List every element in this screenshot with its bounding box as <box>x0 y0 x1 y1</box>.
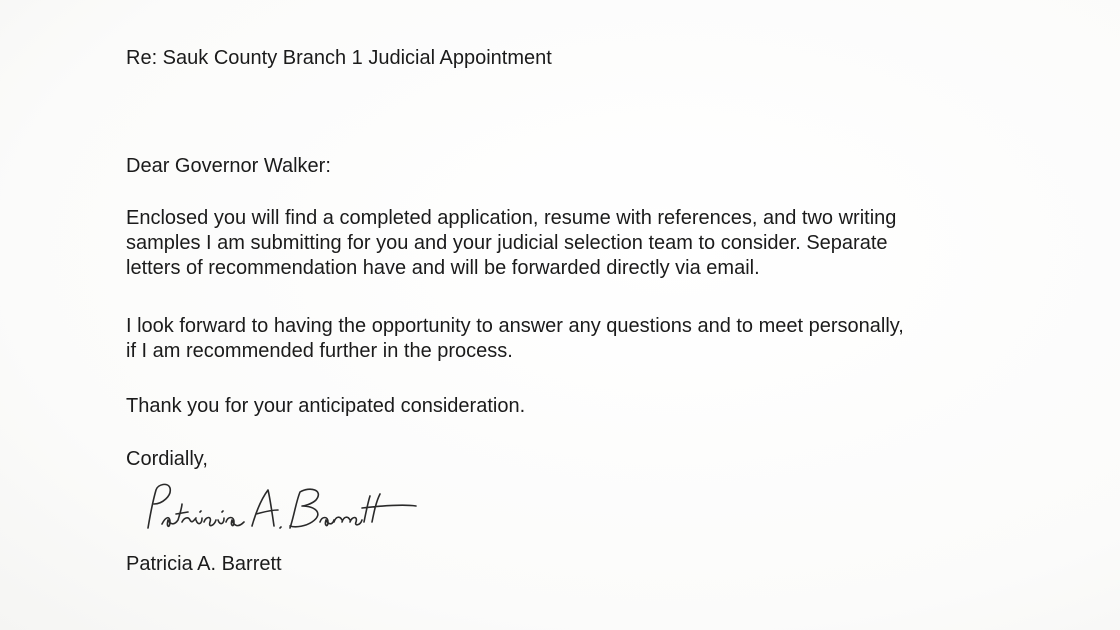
salutation: Dear Governor Walker: <box>126 155 331 177</box>
body-line: samples I am submitting for you and your judicial selection team to consider. Separate <box>126 232 888 254</box>
body-line: Enclosed you will find a completed application, resume with references, and two writing <box>126 207 897 229</box>
body-line: letters of recommendation have and will be forwarded directly via email. <box>126 257 760 279</box>
body-paragraph-2 <box>126 314 904 364</box>
closing: Cordially, <box>126 448 208 470</box>
body-line: Thank you for your anticipated consideration. <box>126 395 526 417</box>
body-paragraph-3 <box>126 394 525 419</box>
subject-line: Re: Sauk County Branch 1 Judicial Appointment <box>126 47 552 69</box>
handwritten-signature <box>140 476 420 546</box>
signer-name: Patricia A. Barrett <box>126 553 282 575</box>
body-line: I look forward to having the opportunity to answer any questions and to meet personally, <box>126 315 904 337</box>
body-line: if I am recommended further in the process. <box>126 340 513 362</box>
body-paragraph-1 <box>126 206 896 281</box>
